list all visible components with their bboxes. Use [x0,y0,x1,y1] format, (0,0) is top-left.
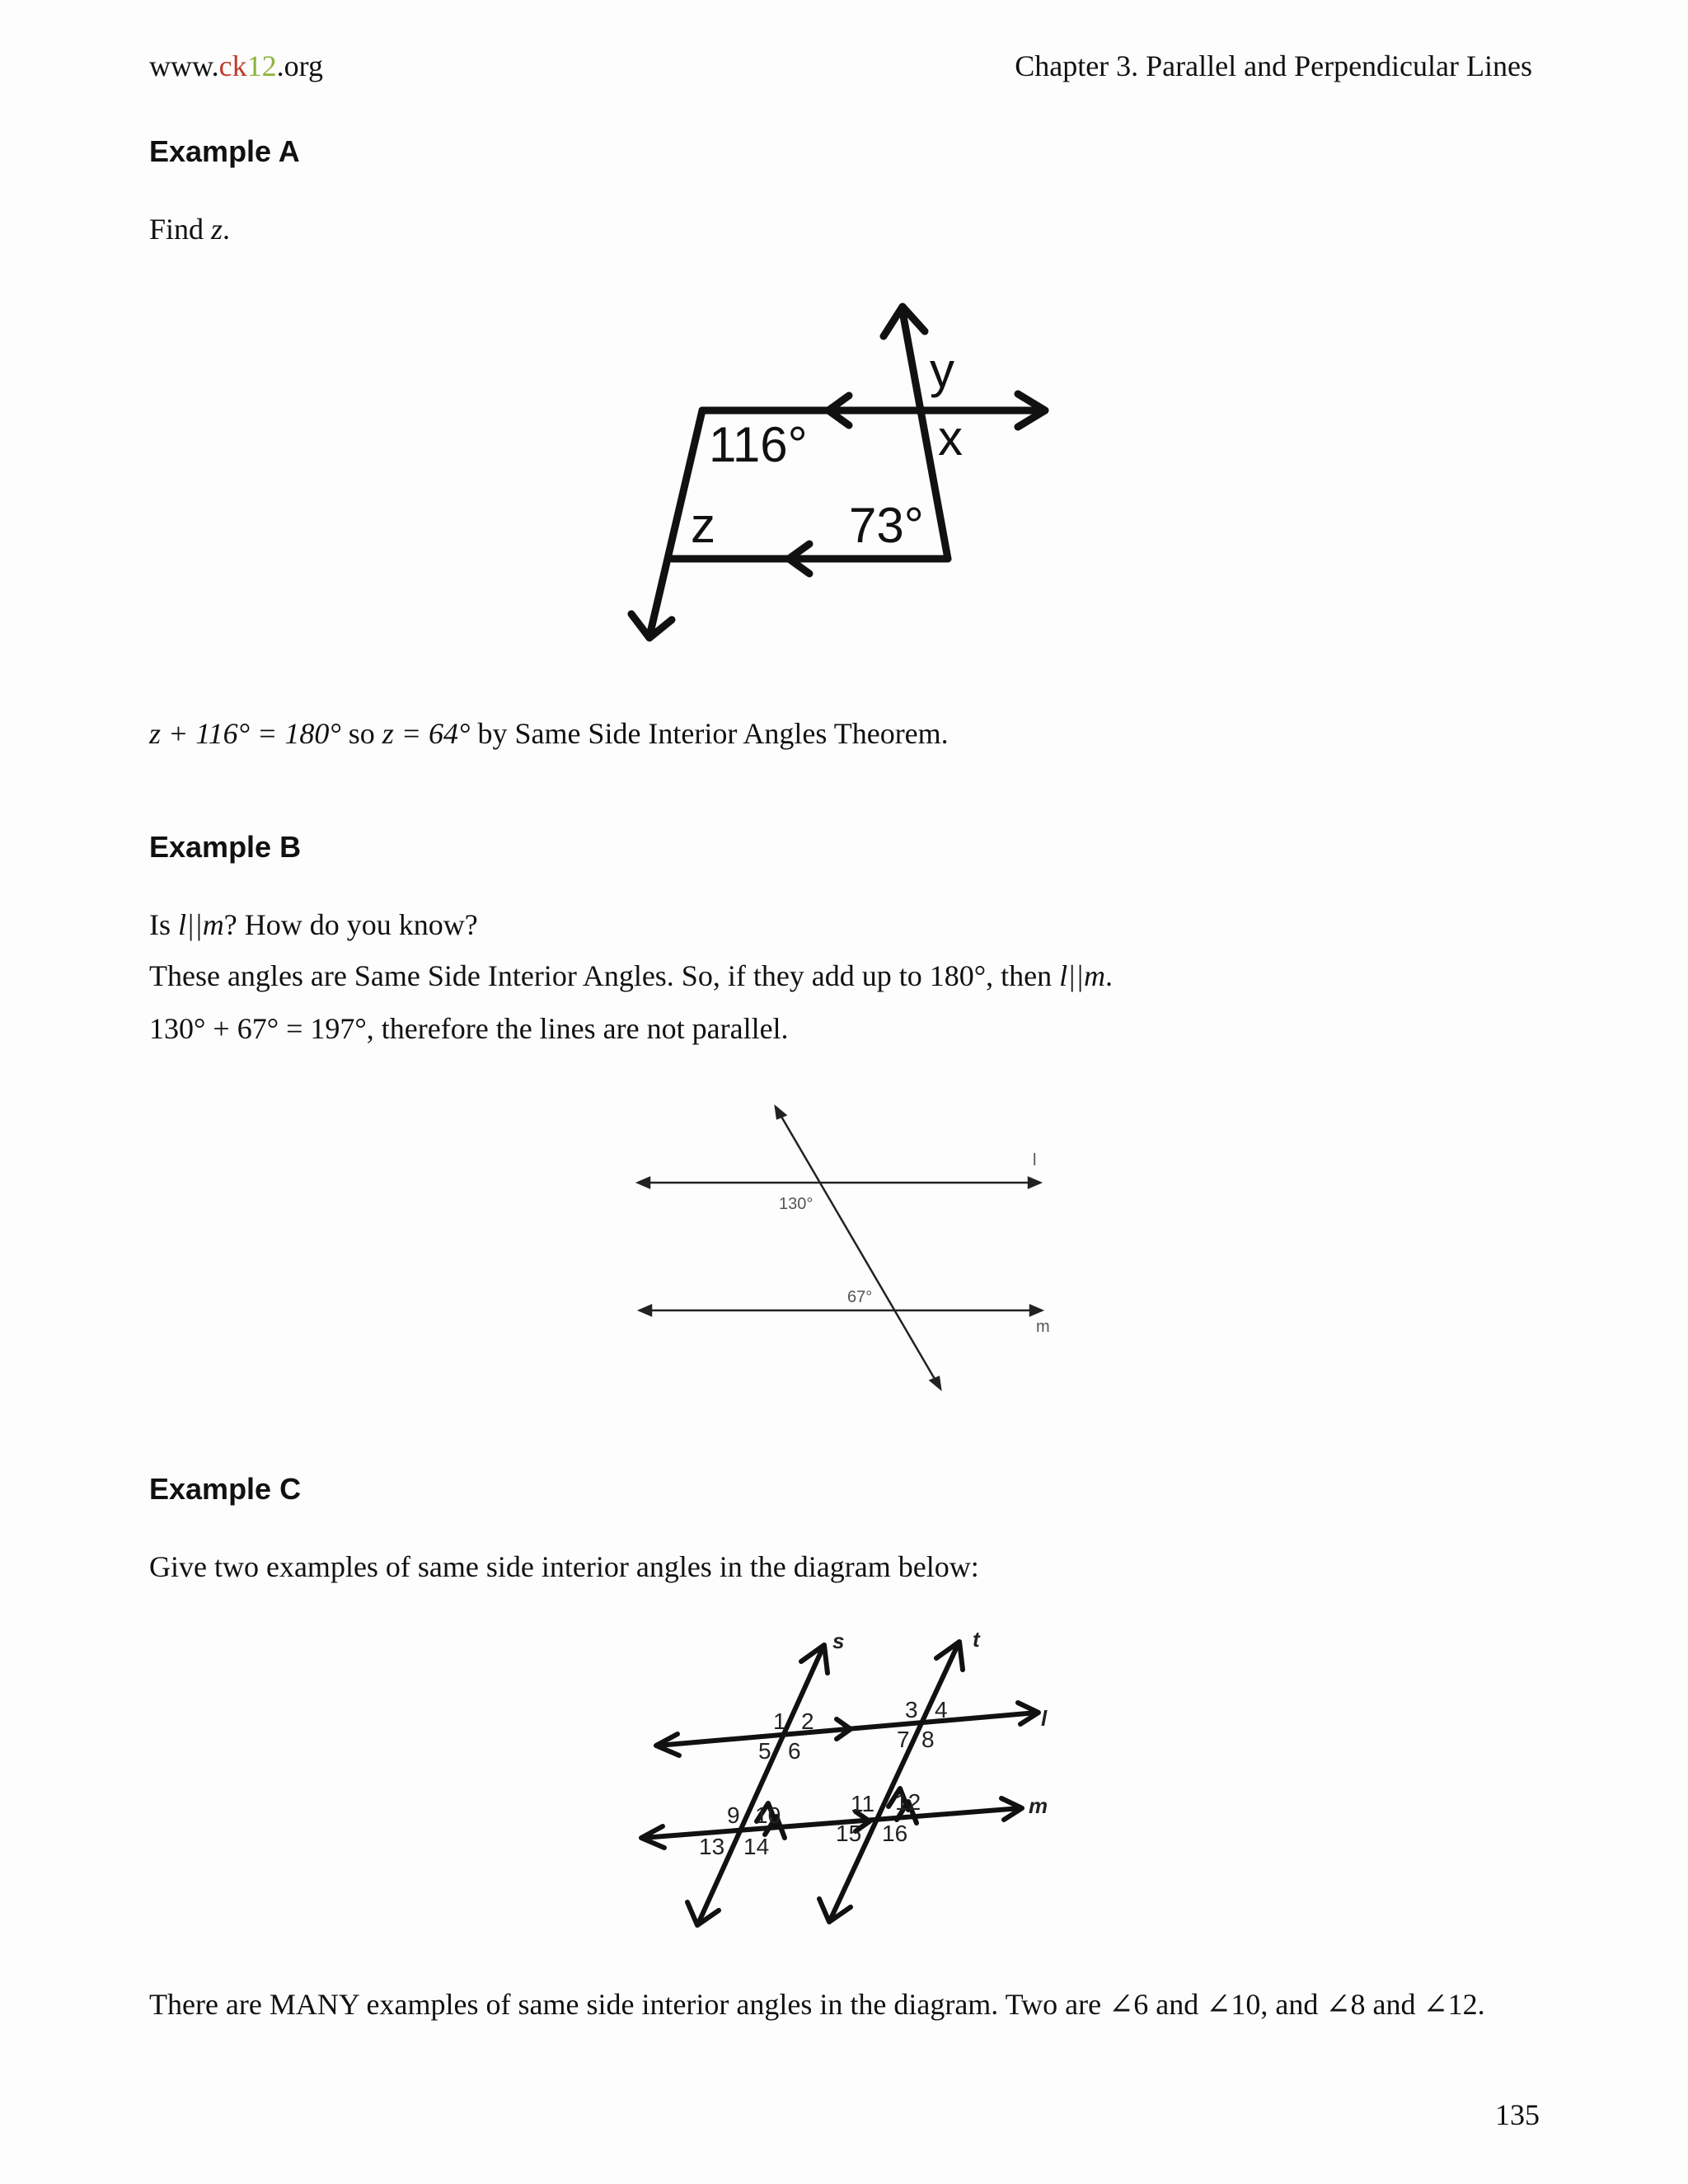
line-s-label: s [832,1629,845,1653]
angle-4-label: 4 [935,1697,948,1722]
example-b-explanation: These angles are Same Side Interior Angles. So, if they add up to 180°, then l||m. [149,959,1113,992]
chapter-title: Chapter 3. Parallel and Perpendicular Lines [1015,49,1532,82]
example-b-conclusion: 130° + 67° = 197°, therefore the lines are not parallel. [149,1012,789,1045]
angle-9-label: 9 [727,1802,740,1828]
line-l-label: l [1033,1151,1037,1169]
angle-67-label: 67° [847,1288,873,1306]
example-c-prompt: Give two examples of same side interior angles in the diagram below: [149,1550,979,1583]
example-b-heading: Example B [149,830,302,864]
angle-130-label: 130° [779,1195,814,1213]
example-a-prompt: Find z. [149,213,231,246]
angle-116-label: 116° [709,417,808,472]
angle-x-label: x [938,410,963,466]
angle-16-label: 16 [882,1821,908,1846]
line-m-label: m [1036,1318,1050,1336]
angle-73-label: 73° [849,498,924,553]
angle-y-label: y [930,343,954,398]
angle-11-label: 11 [851,1791,875,1816]
angle-z-label: z [691,498,715,553]
example-a-figure [626,297,1071,651]
example-b-figure [626,1096,1071,1393]
angle-3-label: 3 [905,1697,918,1722]
angle-2-label: 2 [801,1708,814,1734]
site-url[interactable]: www.ck12.org [149,49,323,82]
angle-10-label: 10 [755,1802,781,1828]
example-c-heading: Example C [149,1472,302,1506]
page-number: 135 [1495,2098,1540,2131]
angle-14-label: 14 [743,1834,770,1859]
line-l-label: l [1041,1706,1048,1731]
example-a-heading: Example A [149,134,300,168]
angle-12-label: 12 [895,1789,921,1815]
angle-6-label: 6 [788,1738,801,1764]
angle-8-label: 8 [921,1727,935,1752]
angle-15-label: 15 [836,1821,862,1846]
line-m-label: m [1029,1793,1048,1818]
angle-5-label: 5 [758,1738,771,1764]
line-t-label: t [973,1627,980,1652]
example-c-answer: There are MANY examples of same side interior angles in the diagram. Two are ∠6 and ∠10, and ∠8 and ∠12. [149,1988,1485,2021]
example-c-figure [626,1624,1071,1937]
angle-13-label: 13 [699,1834,725,1859]
angle-7-label: 7 [897,1727,910,1752]
example-a-solution: z + 116° = 180° so z = 64° by Same Side Interior Angles Theorem. [149,717,949,750]
example-b-question: Is l||m? How do you know? [149,908,478,941]
angle-1-label: 1 [773,1708,786,1734]
